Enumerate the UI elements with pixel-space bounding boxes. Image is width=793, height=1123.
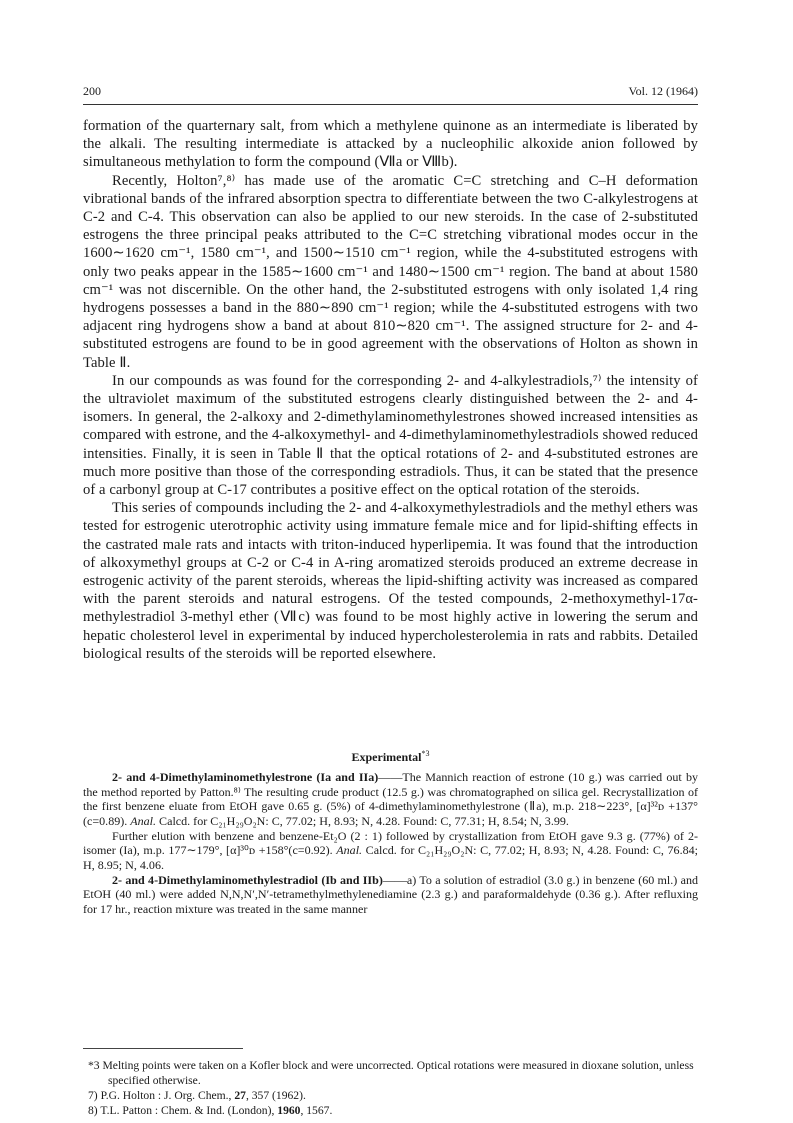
reference-volume: 27 (234, 1089, 246, 1102)
reference-rest: , 1567. (300, 1104, 333, 1117)
reference-volume: 1960 (277, 1104, 301, 1117)
entry-text: Further elution with benzene and benzene-Et₂O (2 : 1) followed by crystallization from EtOH gave 9.3 g. (77%) of 2-isomer (Ia), m.p. 177∼179°, [α]³⁰ᴅ +158°(c=0.92). (83, 828, 698, 858)
entry-text-analysis: Calcd. for C₂₁H₂₉O₂N: C, 77.02; H, 8.93; N, 4.28. Found: C, 77.31; H, 8.54; N, 3.99. (156, 813, 569, 828)
discussion-text (83, 117, 698, 663)
reference-author: T.L. Patton : Chem. & Ind. (London), (100, 1104, 278, 1117)
experimental-text (83, 770, 698, 917)
anal-label: Anal. (336, 843, 363, 858)
compound-heading: 2- and 4-Dimethylaminomethylestrone (Ia and IIa) (112, 770, 379, 784)
paragraph-2: Recently, Holton⁷,⁸⁾ has made use of the aromatic C=C stretching and C–H deformation vibrational bands of the infrared absorption spectra to differentiate between the two C-alkylestrogens at C-2 and C-4. This observation can also be applied to our new steroids. In the case of 2-substituted estrogens the three principal peaks attributed to the C=C stretching vibrational modes occur in the 1600∼1620 cm⁻¹, 1580 cm⁻¹, and 1500∼1510 cm⁻¹ region, while the 4-substituted estrogens with only two peaks appear in the 1585∼1600 cm⁻¹ and 1480∼1500 cm⁻¹ region. The band at about 1580 cm⁻¹ was not discernible. On the other hand, the 2-substituted estrogens with only isolated 1,4 ring hydrogens possesses a band in the 880∼890 cm⁻¹ region; while the 4-substituted estrogens with two adjacent ring hydrogens show a band at about 810∼820 cm⁻¹. The assigned structure for 2- and 4-substituted estrogens are found to be in good agreement with the observations of Holton as shown in Table Ⅱ. (83, 172, 698, 371)
footnotes (88, 1058, 698, 1118)
footnote-note (88, 1058, 698, 1088)
entry-text: ——The Mannich reaction of estrone (10 g.) was carried out by the method reported by Patton.⁸⁾ The resulting crude product (12.5 g.) was chromatographed on silica gel. Recrystallization of the first benzene eluate from EtOH gave 0.65 g. (5%) of 4-dimethylaminomethylestrone (Ⅱa), m.p. 218∼223°, [α]³²ᴅ +137°(c=0.89). (83, 770, 698, 828)
experimental-entry-3 (83, 873, 698, 917)
footnote-rule (83, 1048, 243, 1049)
reference-rest: , 357 (1962). (245, 1089, 306, 1102)
paragraph-3: In our compounds as was found for the corresponding 2- and 4-alkylestradiols,⁷⁾ the intensity of the ultraviolet maximum of the substituted estrogens clearly distinguished between the 2- and 4-isomers. In general, the 2-alkoxy and 2-dimethylaminomethylestrones showed increased intensities as compared with estrone, and the 4-alkoxymethyl- and 4-dimethylaminomethylestradiols showed reduced intensities. Finally, it is seen in Table Ⅱ that the optical rotations of 2- and 4-substituted estrones are much more positive than those of the corresponding estradiols. Thus, it can be stated that the presence of a carbonyl group at C-17 contributes a positive effect on the optical rotation of the steroids. (83, 372, 698, 499)
compound-heading: 2- and 4-Dimethylaminomethylestradiol (Ib and IIb) (112, 872, 383, 887)
reference-number: 8) (88, 1104, 98, 1117)
entry-text: ——a) To a solution of estradiol (3.0 g.) in benzene (60 ml.) and EtOH (40 ml.) were added N,N,N′,N′-tetramethylmethylenediamine (2.3 g.) and paraformaldehyde (0.36 g.). After refluxing for 17 hr., reaction mixture was treated in the same manner (83, 872, 698, 916)
section-title-text: Experimental (351, 750, 422, 764)
experimental-entry-1 (83, 770, 698, 829)
reference-8 (88, 1103, 698, 1118)
paragraph-1: formation of the quarternary salt, from which a methylene quinone as an intermediate is liberated by the alkali. The resulting intermediate is attacked by a nucleophilic alkoxide anion followed by simultaneous methylation to form the compound (Ⅶa or Ⅷb). (83, 118, 698, 171)
reference-author: P.G. Holton : J. Org. Chem., (100, 1089, 235, 1102)
page-number: 200 (83, 84, 101, 98)
footnote-mark: *3 (88, 1059, 100, 1072)
reference-number: 7) (88, 1089, 98, 1102)
volume-label: Vol. 12 (1964) (628, 84, 698, 98)
entry-text-analysis: Calcd. for C₂₁H₂₉O₂N: C, 77.02; H, 8.93; N, 4.28. Found: C, 76.84; H, 8.95; N, 4.06. (83, 843, 698, 872)
experimental-entry-2 (83, 829, 698, 873)
reference-7 (88, 1088, 698, 1103)
footnote-marker: *3 (421, 749, 430, 758)
section-title (83, 749, 698, 765)
anal-label: Anal. (130, 813, 157, 828)
footnote-text: Melting points were taken on a Kofler block and were uncorrected. Optical rotations were measured in dioxane solution, unless specified otherwise. (102, 1059, 694, 1087)
paragraph-4: This series of compounds including the 2- and 4-alkoxymethylestradiols and the methyl ethers was tested for estrogenic uterotrophic activity using immature female mice and for lipid-shifting effects in the castrated male rats and intacts with triton-induced hyperlipemia. It was found that the introduction of alkoxymethyl groups at C-2 or C-4 in A-ring aromatized steroids produced an extreme decrease in estrogenic activity of the parent steroids, whereas the lipid-shifting activity was increased as compared with the parent steroids and natural estrogens. Of the tested compounds, 2-methoxymethyl-17α-methylestradiol 3-methyl ether (Ⅶc) was found to be most highly active in lowering the serum and hepatic cholesterol level in experimental by induced hypercholesterolemia in rats and rabbits. Detailed biological results of the steroids will be reported elsewhere. (83, 500, 698, 662)
running-header (83, 84, 698, 104)
header-rule (83, 104, 698, 105)
